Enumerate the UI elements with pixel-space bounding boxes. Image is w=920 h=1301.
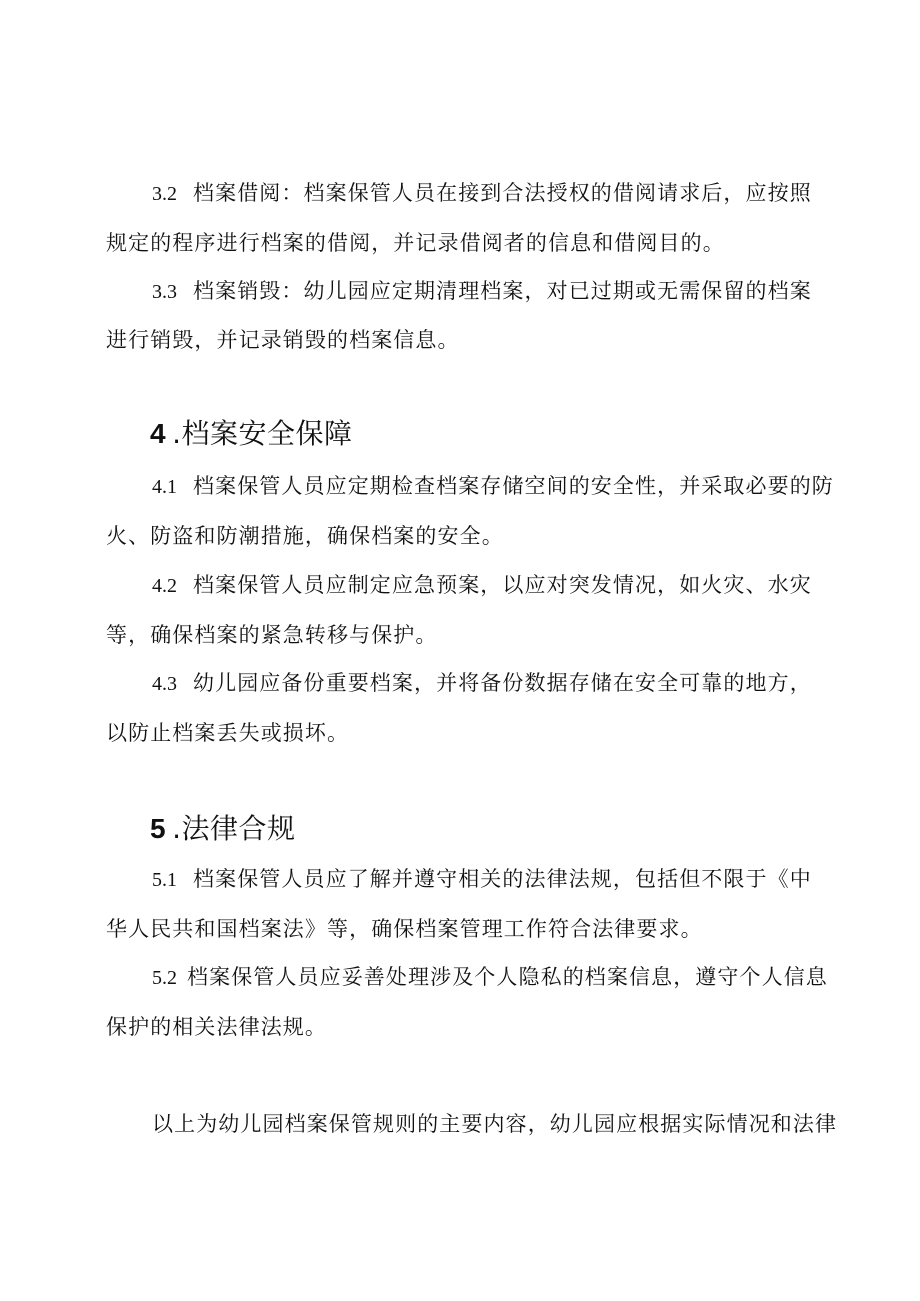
closing-paragraph: 以上为幼儿园档案保管规则的主要内容，幼儿园应根据实际情况和法律: [152, 1112, 838, 1136]
item-text: 档案保管人员应妥善处理涉及个人隐私的档案信息，遵守个人信息: [187, 965, 828, 989]
paragraph-5-2-line-1: [152, 962, 828, 993]
item-number: 3.2: [152, 183, 177, 205]
heading-title: .档案安全保障: [172, 417, 353, 450]
paragraph-4-2-line-2: 等，确保档案的紧急转移与保护。: [106, 623, 438, 647]
heading-title: .法律合规: [172, 812, 296, 845]
paragraph-3-2-line-2: 规定的程序进行档案的借阅，并记录借阅者的信息和借阅目的。: [106, 231, 725, 255]
item-text: 档案保管人员应定期检查档案存储空间的安全性，并采取必要的防: [193, 474, 834, 498]
heading-number: 5: [150, 813, 167, 844]
paragraph-5-1-line-2: 华人民共和国档案法》等，确保档案管理工作符合法律要求。: [106, 917, 703, 941]
paragraph-3-3-line-1: [152, 276, 812, 307]
section-heading-4: [150, 416, 352, 452]
paragraph-4-1-line-2: 火、防盗和防潮措施，确保档案的安全。: [106, 524, 504, 548]
item-number: 4.3: [152, 673, 177, 695]
paragraph-5-2-line-2: 保护的相关法律法规。: [106, 1015, 327, 1039]
paragraph-3-2-line-1: [152, 178, 812, 209]
item-number: 5.2: [152, 967, 177, 989]
item-text: 档案保管人员应了解并遵守相关的法律法规，包括但不限于《中: [193, 867, 812, 891]
item-number: 5.1: [152, 869, 177, 891]
heading-number: 4: [150, 418, 167, 449]
paragraph-4-3-line-2: 以防止档案丢失或损坏。: [106, 721, 350, 745]
section-heading-5: [150, 811, 295, 847]
paragraph-4-3-line-1: [152, 668, 812, 699]
item-text: 档案销毁：幼儿园应定期清理档案，对已过期或无需保留的档案: [193, 279, 812, 303]
paragraph-3-3-line-2: 进行销毁，并记录销毁的档案信息。: [106, 328, 460, 352]
item-number: 4.2: [152, 575, 177, 597]
item-text: 幼儿园应备份重要档案，并将备份数据存储在安全可靠的地方，: [193, 671, 812, 695]
item-number: 4.1: [152, 476, 177, 498]
item-text: 档案借阅：档案保管人员在接到合法授权的借阅请求后，应按照: [193, 181, 812, 205]
paragraph-5-1-line-1: [152, 864, 812, 895]
item-number: 3.3: [152, 281, 177, 303]
item-text: 档案保管人员应制定应急预案，以应对突发情况，如火灾、水灾: [193, 573, 812, 597]
paragraph-4-2-line-1: [152, 570, 812, 601]
paragraph-4-1-line-1: [152, 471, 834, 502]
